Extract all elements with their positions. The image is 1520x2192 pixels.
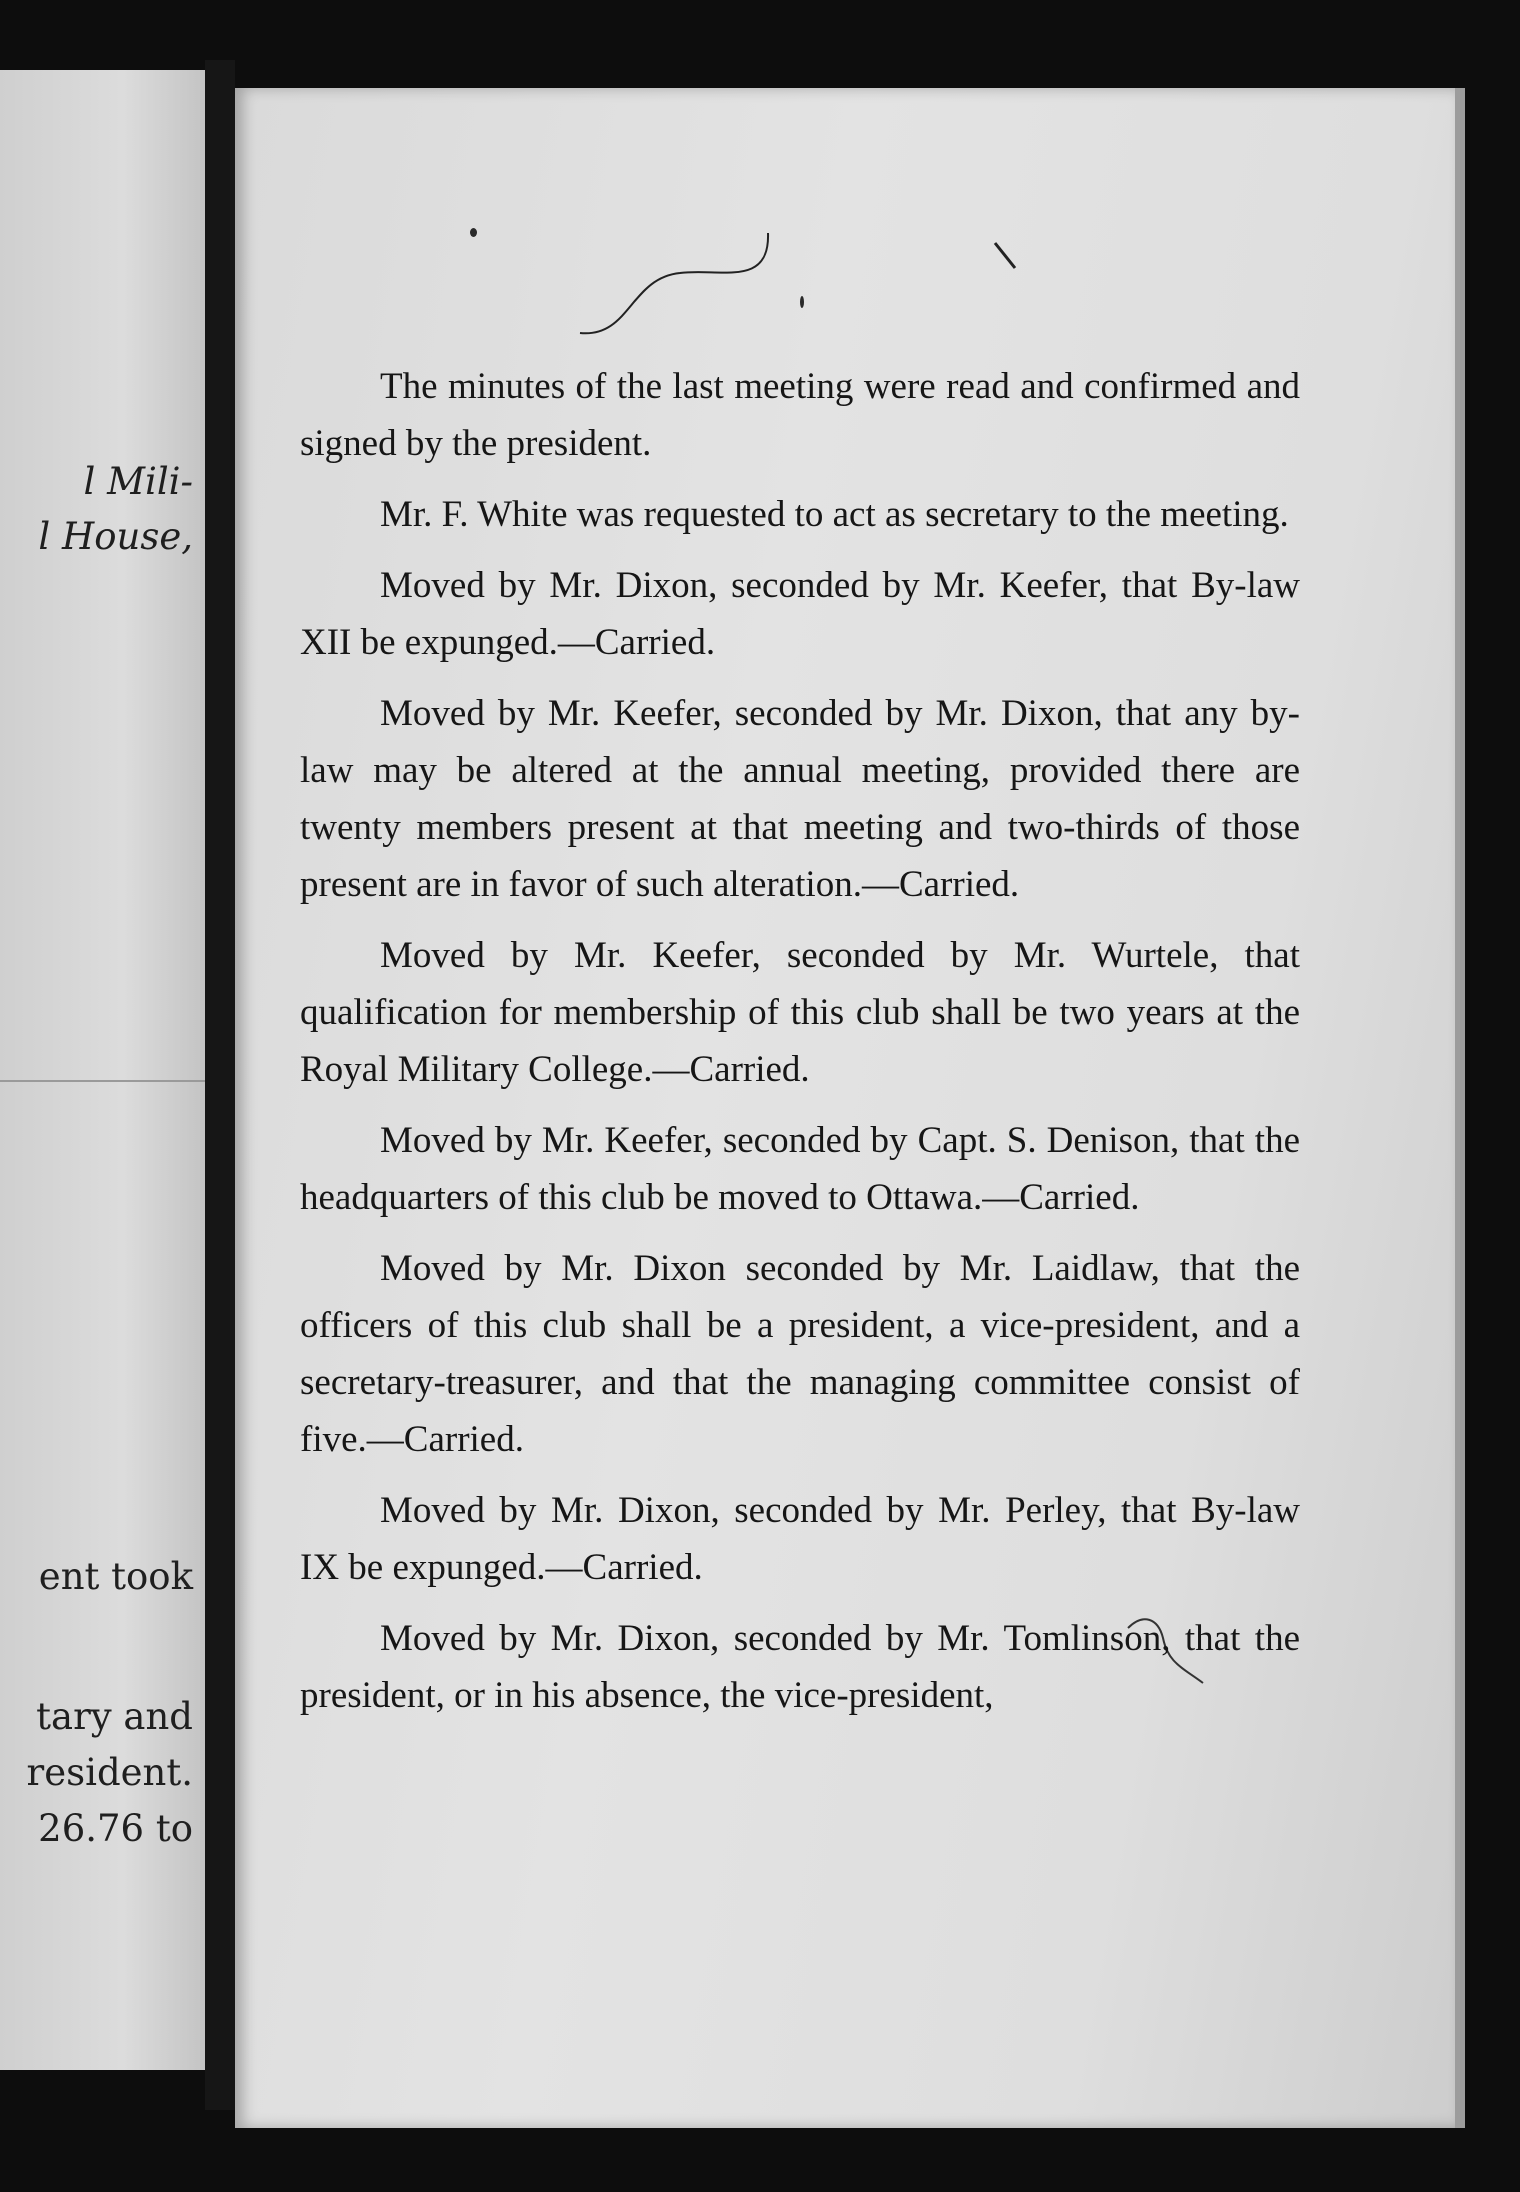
ink-dot — [800, 296, 804, 308]
paragraph-bylaw-ix: Moved by Mr. Dixon, seconded by Mr. Perley, that By-law IX be expunged.—Carried. — [300, 1490, 1300, 1588]
ink-dot — [470, 228, 477, 237]
paragraph-secretary: Mr. F. White was requested to act as secretary to the meeting. — [380, 494, 1289, 535]
paragraph-president-absence: Moved by Mr. Dixon, seconded by Mr. Tomlinson, that the president, or in his absence, the vice-president, — [300, 1618, 1300, 1716]
paragraph-headquarters: Moved by Mr. Keefer, seconded by Capt. S. Denison, that the headquarters of this club be moved to Ottawa.—Carried. — [300, 1120, 1300, 1218]
minutes-text — [300, 358, 1300, 1738]
left-fragment-6: 26.76 to — [38, 1807, 193, 1850]
paragraph-minutes-confirmed: The minutes of the last meeting were read and confirmed and signed by the president. — [300, 366, 1300, 464]
left-fragment-2: l House, — [38, 515, 193, 558]
left-fragment-1: l Mili- — [83, 460, 193, 503]
pen-squiggle-mark — [570, 228, 800, 348]
page-fold-line — [0, 1080, 205, 1082]
right-page — [235, 88, 1455, 2128]
paragraph-membership: Moved by Mr. Keefer, seconded by Mr. Wurtele, that qualification for membership of this club shall be two years at the Royal Military College.—Carried. — [300, 935, 1300, 1090]
page-edge — [1455, 88, 1465, 2128]
paragraph-bylaw-alteration: Moved by Mr. Keefer, seconded by Mr. Dixon, that any by-law may be altered at the annual meeting, provided there are twenty members present at that meeting and two-thirds of those present are in favor of such alteration.—Carried. — [300, 693, 1300, 905]
paragraph-officers: Moved by Mr. Dixon seconded by Mr. Laidlaw, that the officers of this club shall be a president, a vice-president, and a secretary-treasurer, and that the managing committee consist of five.—Carried. — [300, 1248, 1300, 1460]
book-gutter — [205, 60, 235, 2110]
left-fragment-5: resident. — [26, 1751, 193, 1794]
ink-tick-mark — [990, 238, 1020, 278]
paragraph-bylaw-xii: Moved by Mr. Dixon, seconded by Mr. Keefer, that By-law XII be expunged.—Carried. — [300, 565, 1300, 663]
left-fragment-3: ent took — [38, 1555, 193, 1598]
left-fragment-4: tary and — [36, 1695, 193, 1738]
left-page — [0, 70, 205, 2070]
